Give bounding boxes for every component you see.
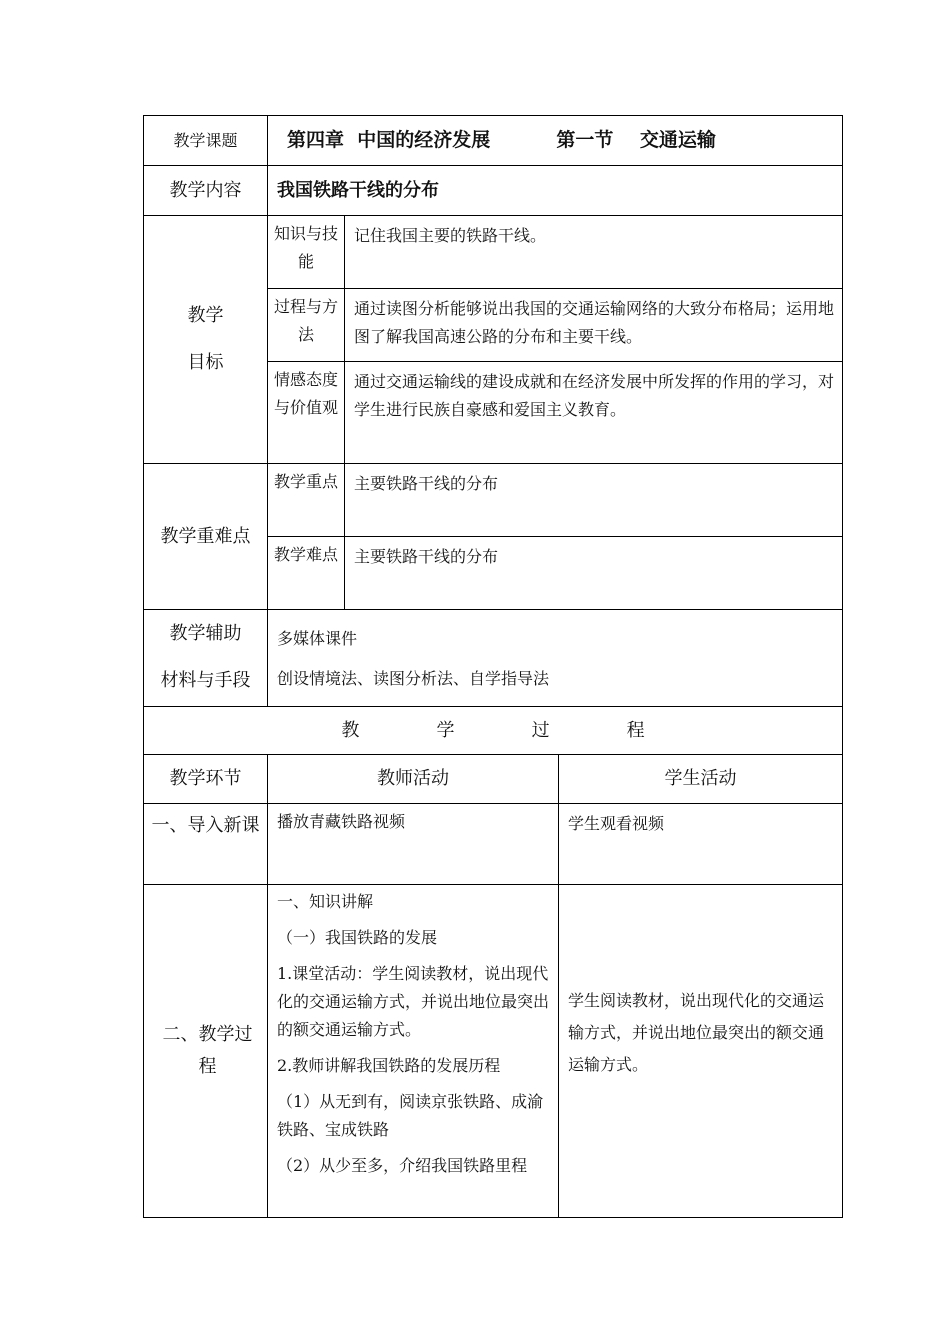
materials-row (144, 610, 843, 707)
teacher-step-2: （一）我国铁路的发展 (277, 928, 438, 947)
lesson-plan-table (143, 115, 843, 1218)
teacher-step-5: （1）从无到有，阅读京张铁路、成渝铁路、宝成铁路 (277, 1092, 544, 1139)
materials-label-line2: 材料与手段 (160, 670, 251, 691)
goal-text-knowledge: 记住我国主要的铁路干线。 (345, 216, 843, 289)
goals-label-line2: 目标 (187, 351, 224, 373)
section-title: 第一节 交通运输 (556, 128, 716, 151)
goal-label-attitude: 情感态度与价值观 (268, 362, 345, 464)
chapter-title: 第四章 中国的经济发展 (287, 128, 491, 151)
process-header-row (144, 707, 843, 755)
topic-value (268, 116, 843, 166)
teacher-step-3: 1.课堂活动：学生阅读教材，说出现代化的交通运输方式，并说出地位最突出的额交通运输方式。 (277, 964, 550, 1039)
materials-value (268, 610, 843, 707)
teacher-step-6: （2）从少至多，介绍我国铁路里程 (277, 1156, 528, 1175)
goals-label (144, 216, 268, 464)
content-label: 教学内容 (144, 166, 268, 216)
process-char-3: 过 (531, 719, 550, 741)
materials-label (144, 610, 268, 707)
goal-row-knowledge (144, 216, 843, 289)
materials-line1: 多媒体课件 (277, 629, 358, 648)
stage2-row (144, 885, 843, 1218)
stage1-row (144, 804, 843, 885)
column-student: 学生活动 (559, 755, 843, 804)
topic-row (144, 116, 843, 166)
column-header-row (144, 755, 843, 804)
key-text-focus: 主要铁路干线的分布 (345, 464, 843, 537)
goals-label-line1: 教学 (187, 304, 224, 326)
stage1-student: 学生观看视频 (559, 804, 843, 885)
process-header (144, 707, 843, 755)
goal-label-knowledge: 知识与技能 (268, 216, 345, 289)
content-value: 我国铁路干线的分布 (268, 166, 843, 216)
stage2-student: 学生阅读教材，说出现代化的交通运输方式，并说出地位最突出的额交通运输方式。 (559, 885, 843, 1218)
process-char-2: 学 (436, 719, 455, 741)
teacher-step-4: 2.教师讲解我国铁路的发展历程 (277, 1056, 501, 1075)
key-text-difficulty: 主要铁路干线的分布 (345, 537, 843, 610)
key-label-difficulty: 教学难点 (268, 537, 345, 610)
key-label-focus: 教学重点 (268, 464, 345, 537)
stage2-label: 二、教学过程 (144, 885, 268, 1218)
topic-label: 教学课题 (144, 116, 268, 166)
materials-label-line1: 教学辅助 (169, 623, 242, 645)
key-row-focus (144, 464, 843, 537)
stage1-label: 一、导入新课 (144, 804, 268, 885)
stage2-teacher (268, 885, 559, 1218)
teacher-step-1: 一、知识讲解 (277, 892, 374, 911)
process-char-1: 教 (341, 719, 360, 741)
goal-label-process: 过程与方法 (268, 289, 345, 362)
key-points-label: 教学重难点 (144, 464, 268, 610)
process-char-4: 程 (626, 719, 645, 741)
column-stage: 教学环节 (144, 755, 268, 804)
content-row (144, 166, 843, 216)
goal-text-process: 通过读图分析能够说出我国的交通运输网络的大致分布格局；运用地图了解我国高速公路的分布和主要干线。 (345, 289, 843, 362)
materials-line2: 创设情境法、读图分析法、自学指导法 (277, 669, 550, 688)
column-teacher: 教师活动 (268, 755, 559, 804)
stage1-teacher: 播放青藏铁路视频 (268, 804, 559, 885)
goal-text-attitude: 通过交通运输线的建设成就和在经济发展中所发挥的作用的学习，对学生进行民族自豪感和爱国主义教育。 (345, 362, 843, 464)
